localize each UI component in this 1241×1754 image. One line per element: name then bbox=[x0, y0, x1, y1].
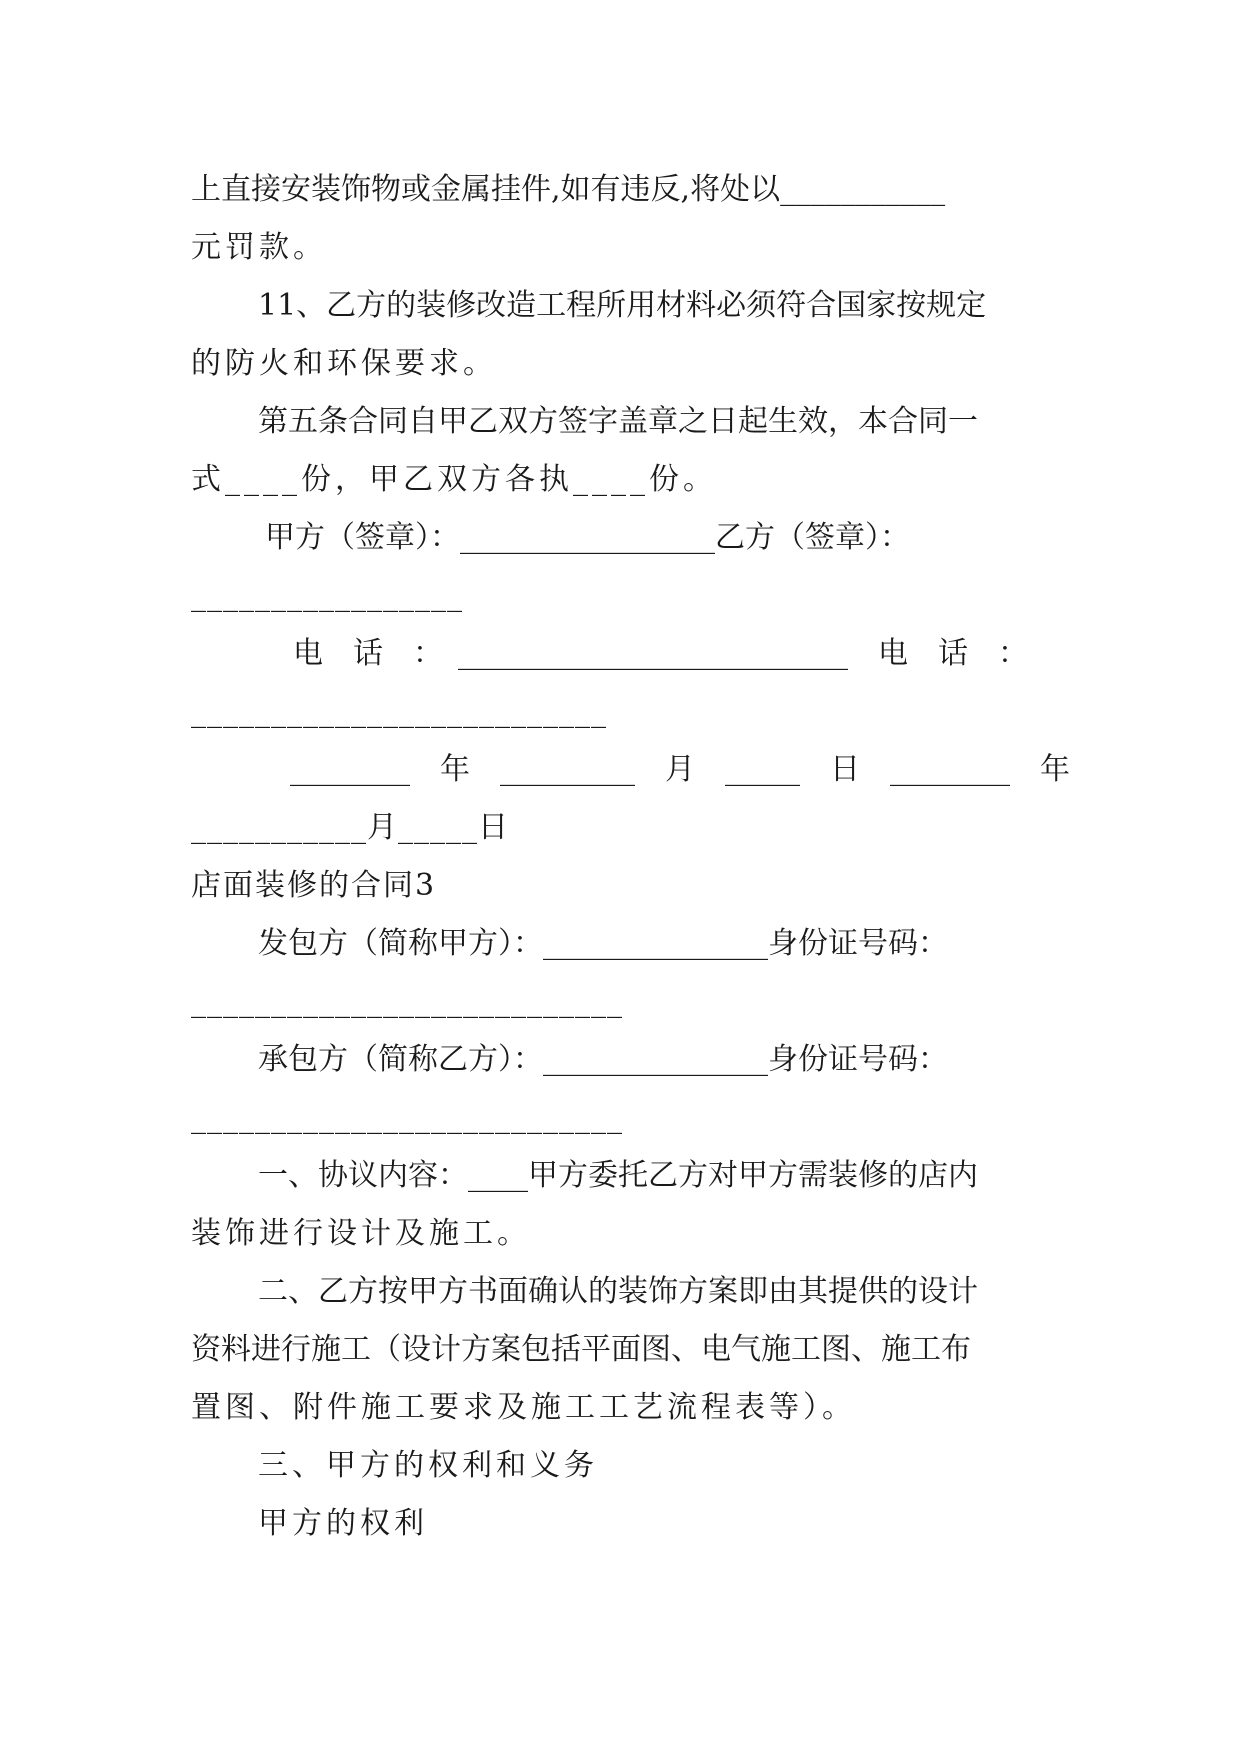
text-line-12: ___________月_____日 bbox=[191, 810, 509, 845]
text-line-24: 甲方的权利 bbox=[258, 1506, 428, 1541]
text-line-14: 发包方（简称甲方）：_______________身份证号码： bbox=[258, 926, 948, 961]
text-line-19: 装饰进行设计及施工。 bbox=[191, 1216, 531, 1251]
text-line-6: 式____份，甲乙双方各执____份。 bbox=[191, 462, 717, 497]
text-line-16: 承包方（简称乙方）：_______________身份证号码： bbox=[258, 1042, 948, 1077]
text-line-1: 上直接安装饰物或金属挂件,如有违反,将处以___________ bbox=[191, 172, 946, 207]
text-line-10: __________________________ bbox=[191, 694, 607, 729]
text-line-11: ________ 年 _________ 月 _____ 日 ________ 年 bbox=[290, 752, 1070, 787]
text-line-23: 三、甲方的权利和义务 bbox=[258, 1448, 598, 1483]
text-line-21: 资料进行施工（设计方案包括平面图、电气施工图、施工布 bbox=[191, 1332, 971, 1367]
text-line-4: 的防火和环保要求。 bbox=[191, 346, 497, 381]
text-line-8: _________________ bbox=[191, 578, 463, 613]
text-line-3: 11、乙方的装修改造工程所用材料必须符合国家按规定 bbox=[258, 288, 987, 323]
text-line-2: 元罚款。 bbox=[191, 230, 327, 265]
text-line-17: ___________________________ bbox=[191, 1100, 623, 1135]
text-line-5: 第五条合同自甲乙双方签字盖章之日起生效，本合同一 bbox=[258, 404, 978, 439]
text-line-9: 电 话 ： __________________________ 电 话 ： bbox=[293, 636, 1028, 671]
section-title: 店面装修的合同3 bbox=[191, 868, 437, 903]
text-line-22: 置图、附件施工要求及施工工艺流程表等）。 bbox=[191, 1390, 856, 1425]
text-line-7: 甲方（签章）：_________________乙方（签章）： bbox=[265, 520, 910, 555]
text-line-20: 二、乙方按甲方书面确认的装饰方案即由其提供的设计 bbox=[258, 1274, 978, 1309]
text-line-18: 一、协议内容：____甲方委托乙方对甲方需装修的店内 bbox=[258, 1158, 978, 1193]
text-line-15: ___________________________ bbox=[191, 984, 623, 1019]
